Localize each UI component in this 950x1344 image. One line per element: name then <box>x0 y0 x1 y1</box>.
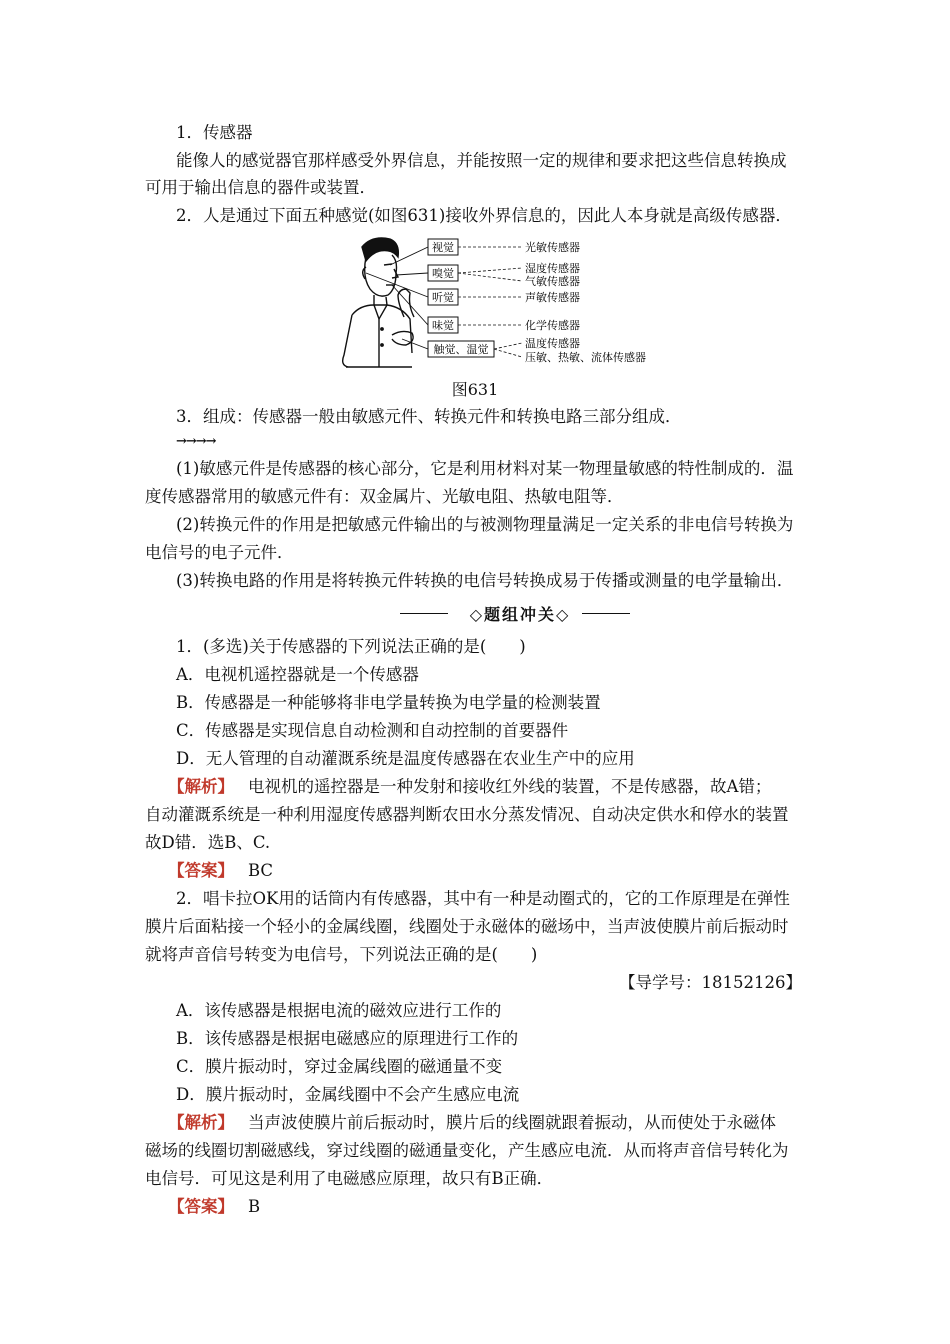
sec3-text: 3．组成：传感器一般由敏感元件、转换元件和转换电路三部分组成． <box>176 407 682 426</box>
sensor-label-1: 湿度传感器 <box>525 262 580 275</box>
q1-analysis-text1: 电视机的遥控器是一种发射和接收红外线的装置，不是传感器，故A错； <box>248 777 772 796</box>
q1-option-d: D．无人管理的自动灌溉系统是温度传感器在农业生产中的应用 <box>176 749 635 768</box>
p1-line1: (1)敏感元件是传感器的核心部分，它是利用材料对某一物理量敏感的特性制成的．温 <box>176 459 794 478</box>
q2-answer-line <box>168 1196 260 1218</box>
q1-option-b: B．传感器是一种能够将非电学量转换为电学量的检测装置 <box>176 693 601 712</box>
sensor-label-3: 声敏传感器 <box>525 291 580 304</box>
sense-label-4: 触觉、温觉 <box>433 343 489 356</box>
q1-answer-line <box>168 860 273 882</box>
senses-figure <box>332 233 646 371</box>
sec1-title: 1．传感器 <box>176 123 253 142</box>
q2-option-b: B．该传感器是根据电磁感应的原理进行工作的 <box>176 1029 519 1048</box>
sec2-text: 2．人是通过下面五种感觉(如图631)接收外界信息的，因此人本身就是高级传感器． <box>176 206 792 225</box>
sense-label-1: 嗅觉 <box>432 267 454 280</box>
arrow-chain: →→→→ <box>176 434 216 449</box>
q1-analysis-line2: 自动灌溉系统是一种利用湿度传感器判断农田水分蒸发情况、自动决定供水和停水的装置 <box>145 805 789 824</box>
sense-label-3: 味觉 <box>432 319 454 332</box>
sensor-label-0: 光敏传感器 <box>525 241 580 254</box>
q1-answer: BC <box>248 861 274 880</box>
q1-analysis-line1 <box>168 776 771 798</box>
section-header <box>400 602 630 626</box>
q2-answer: B <box>248 1197 261 1216</box>
q2-option-d: D．膜片振动时，金属线圈中不会产生感应电流 <box>176 1085 520 1104</box>
sec1-body-line2: 可用于输出信息的器件或装置． <box>145 178 376 197</box>
sense-label-0: 视觉 <box>432 241 454 254</box>
q2-option-c: C．膜片振动时，穿过金属线圈的磁通量不变 <box>176 1057 503 1076</box>
p1-line2: 度传感器常用的敏感元件有：双金属片、光敏电阻、热敏电阻等． <box>145 487 624 506</box>
sensor-labels <box>525 240 646 364</box>
figure-caption: 图631 <box>451 380 499 399</box>
q2-stem-line3: 就将声音信号转变为电信号，下列说法正确的是( ) <box>145 945 538 964</box>
person-illustration <box>343 238 414 367</box>
sense-boxes <box>428 239 494 357</box>
section-rule-right <box>582 613 630 614</box>
sensor-label-4: 化学传感器 <box>525 319 580 332</box>
q2-analysis-line2: 磁场的线圈切割磁感线，穿过线圈的磁通量变化，产生感应电流．从而将声音信号转化为 <box>145 1141 789 1160</box>
q1-answer-label: 【答案】 <box>168 861 234 880</box>
q2-stem-line1: 2．唱卡拉OK用的话筒内有传感器，其中有一种是动圈式的，它的工作原理是在弹性 <box>176 889 790 908</box>
sec1-body-line1: 能像人的感觉器官那样感受外界信息，并能按照一定的规律和要求把这些信息转换成 <box>176 151 787 170</box>
q2-analysis-line3: 电信号．可见这是利用了电磁感应原理，故只有B正确． <box>145 1169 554 1188</box>
section-title: ◇题组冲关◇ <box>469 605 571 624</box>
sensor-label-2: 气敏传感器 <box>525 275 580 288</box>
q2-guide-number: 【导学号：18152126】 <box>619 973 802 992</box>
q2-answer-label: 【答案】 <box>168 1197 234 1216</box>
p3-text: (3)转换电路的作用是将转换元件转换的电信号转换成易于传播或测量的电学量输出． <box>176 571 794 590</box>
q2-stem-line2: 膜片后面粘接一个轻小的金属线圈，线圈处于永磁体的磁场中，当声波使膜片前后振动时 <box>145 917 789 936</box>
sense-label-2: 听觉 <box>432 291 454 304</box>
section-rule-left <box>400 613 448 614</box>
q2-option-a: A．该传感器是根据电流的磁效应进行工作的 <box>176 1001 502 1020</box>
q2-analysis-label: 【解析】 <box>168 1113 234 1132</box>
q1-analysis-line3: 故D错．选B、C. <box>145 833 271 852</box>
q1-option-c: C．传感器是实现信息自动检测和自动控制的首要器件 <box>176 721 569 740</box>
q1-option-a: A．电视机遥控器就是一个传感器 <box>176 665 419 684</box>
q2-analysis-line1 <box>168 1112 776 1134</box>
q1-analysis-label: 【解析】 <box>168 777 234 796</box>
p2-line2: 电信号的电子元件． <box>145 543 294 562</box>
sensor-label-6: 压敏、热敏、流体传感器 <box>525 351 646 364</box>
sensor-label-5: 温度传感器 <box>525 337 580 350</box>
q1-stem: 1．(多选)关于传感器的下列说法正确的是( ) <box>176 637 526 656</box>
p2-line1: (2)转换元件的作用是把敏感元件输出的与被测物理量满足一定关系的非电信号转换为 <box>176 515 794 534</box>
q2-analysis-text1: 当声波使膜片前后振动时，膜片后的线圈就跟着振动，从而使处于永磁体 <box>248 1113 776 1132</box>
